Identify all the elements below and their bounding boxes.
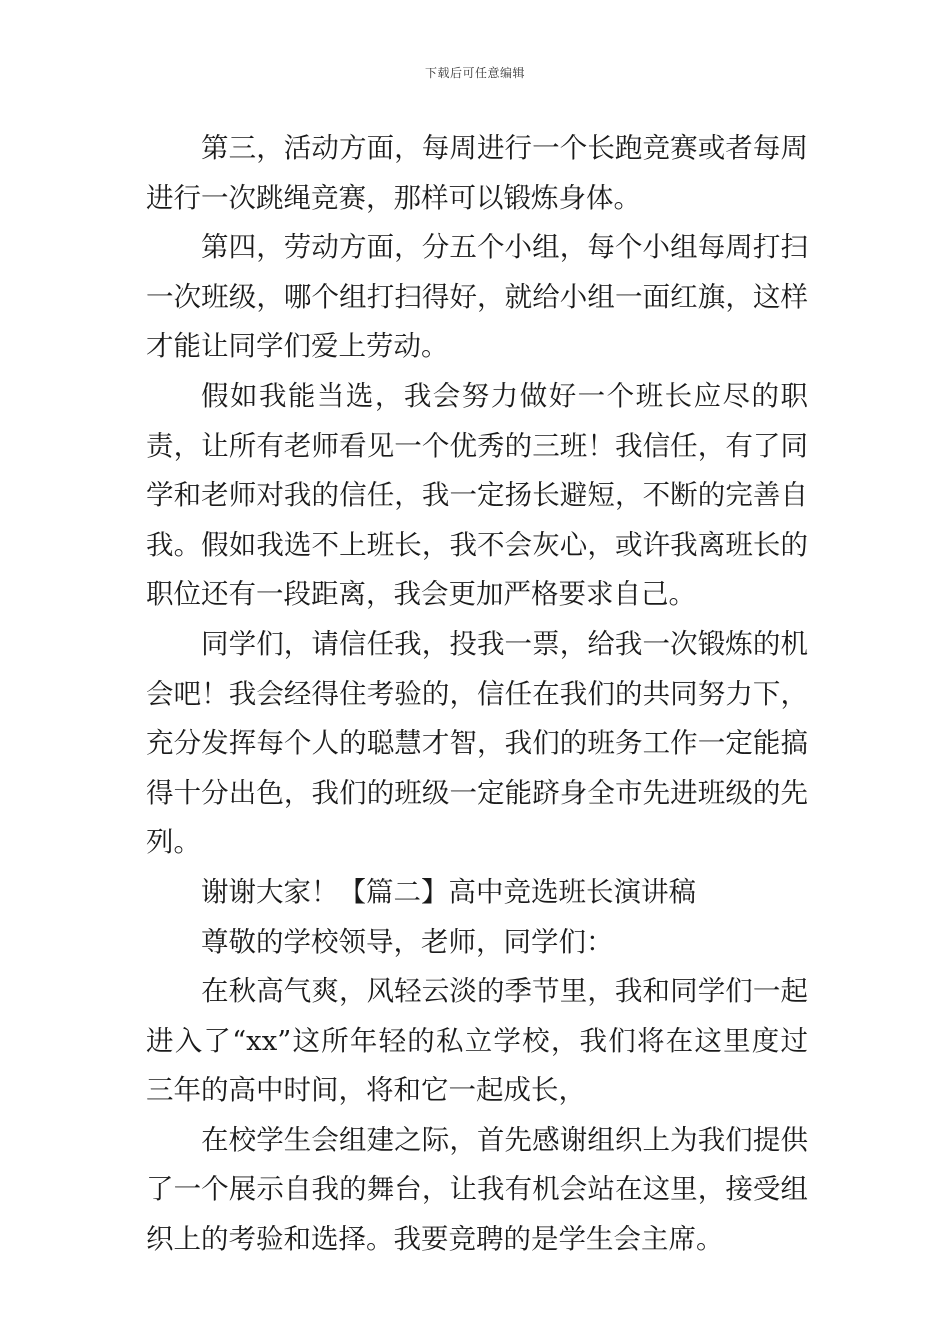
header-note: 下载后可任意编辑 [424,66,525,80]
paragraph: 同学们，请信任我，投我一票，给我一次锻炼的机会吧！我会经得住考验的，信任在我们的共同努力下，充分发挥每个人的聪慧才智，我们的班务工作一定能搞得十分出色，我们的班级一定能跻身全市先进班级的先列。 [146,627,808,859]
paragraph: 在秋高气爽，风轻云淡的季节里，我和同学们一起进入了“xx”这所年轻的私立学校，我们将在这里度过三年的高中时间，将和它一起成长， [146,975,808,1107]
paragraph: 谢谢大家！【篇二】高中竞选班长演讲稿 [201,875,696,908]
document-body [146,124,808,1265]
paragraph: 第四，劳动方面，分五个小组，每个小组每周打扫一次班级，哪个组打扫得好，就给小组一面红旗，这样才能让同学们爱上劳动。 [146,231,808,363]
paragraph: 尊敬的学校领导，老师，同学们： [201,925,614,958]
paragraph: 假如我能当选，我会努力做好一个班长应尽的职责，让所有老师看见一个优秀的三班！我信任，有了同学和老师对我的信任，我一定扬长避短，不断的完善自我。假如我选不上班长，我不会灰心，或许我离班长的职位还有一段距离，我会更加严格要求自己。 [146,379,808,611]
paragraph: 第三，活动方面，每周进行一个长跑竞赛或者每周进行一次跳绳竞赛，那样可以锻炼身体。 [146,132,808,214]
paragraph: 在校学生会组建之际，首先感谢组织上为我们提供了一个展示自我的舞台，让我有机会站在这里，接受组织上的考验和选择。我要竞聘的是学生会主席。 [146,1123,808,1256]
